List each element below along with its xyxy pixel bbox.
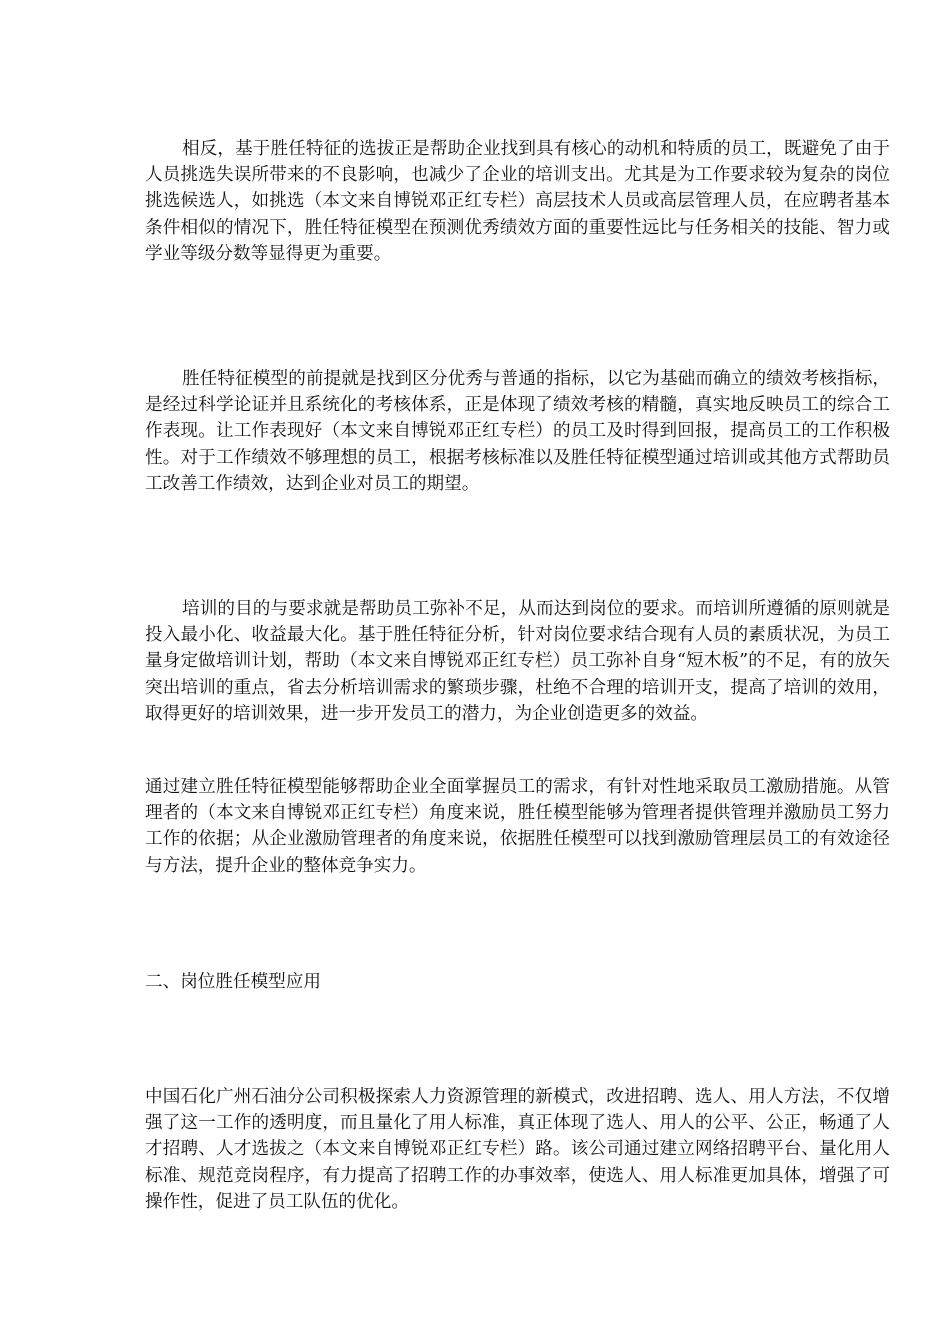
- paragraph-performance-appraisal: 胜任特征模型的前提就是找到区分优秀与普通的指标，以它为基础而确立的绩效考核指标，是经过科学论证并且系统化的考核体系，正是体现了绩效考核的精髓，真实地反映员工的综合工作表现。让工作表现好（本文来自博锐邓正红专栏）的员工及时得到回报，提高员工的工作积极性。对于工作绩效不够理想的员工，根据考核标准以及胜任特征模型通过培训或其他方式帮助员工改善工作绩效，达到企业对员工的期望。: [145, 369, 890, 494]
- paragraph-training: 培训的目的与要求就是帮助员工弥补不足，从而达到岗位的要求。而培训所遵循的原则就是投入最小化、收益最大化。基于胜任特征分析，针对岗位要求结合现有人员的素质状况，为员工量身定做培训计划，帮助（本文来自博锐邓正红专栏）员工弥补自身“短木板”的不足，有的放矢突出培训的重点，省去分析培训需求的繁琐步骤，杜绝不合理的培训开支，提高了培训的效用，取得更好的培训效果，进一步开发员工的潜力，为企业创造更多的效益。: [145, 599, 890, 724]
- paragraph-incentive: 通过建立胜任特征模型能够帮助企业全面掌握员工的需求，有针对性地采取员工激励措施。从管理者的（本文来自博锐邓正红专栏）角度来说，胜任模型能够为管理者提供管理并激励员工努力工作的依据；从企业激励管理者的角度来说，依据胜任模型可以找到激励管理层员工的有效途径与方法，提升企业的整体竞争实力。: [145, 777, 890, 876]
- paragraph-sinopec-case: 中国石化广州石油分公司积极探索人力资源管理的新模式，改进招聘、选人、用人方法，不仅增强了这一工作的透明度，而且量化了用人标准，真正体现了选人、用人的公平、公正，畅通了人才招聘、人才选拔之（本文来自博锐邓正红专栏）路。该公司通过建立网络招聘平台、量化用人标准、规范竞岗程序，有力提高了招聘工作的办事效率，使选人、用人标准更加具体，增强了可操作性，促进了员工队伍的优化。: [145, 1087, 890, 1212]
- section-heading: 二、岗位胜任模型应用: [145, 972, 321, 992]
- paragraph-competency-selection: 相反，基于胜任特征的选拔正是帮助企业找到具有核心的动机和特质的员工，既避免了由于人员挑选失误所带来的不良影响，也减少了企业的培训支出。尤其是为工作要求较为复杂的岗位挑选候选人，如挑选（本文来自博锐邓正红专栏）高层技术人员或高层管理人员，在应聘者基本条件相似的情况下，胜任特征模型在预测优秀绩效方面的重要性远比与任务相关的技能、智力或学业等级分数等显得更为重要。: [145, 139, 890, 264]
